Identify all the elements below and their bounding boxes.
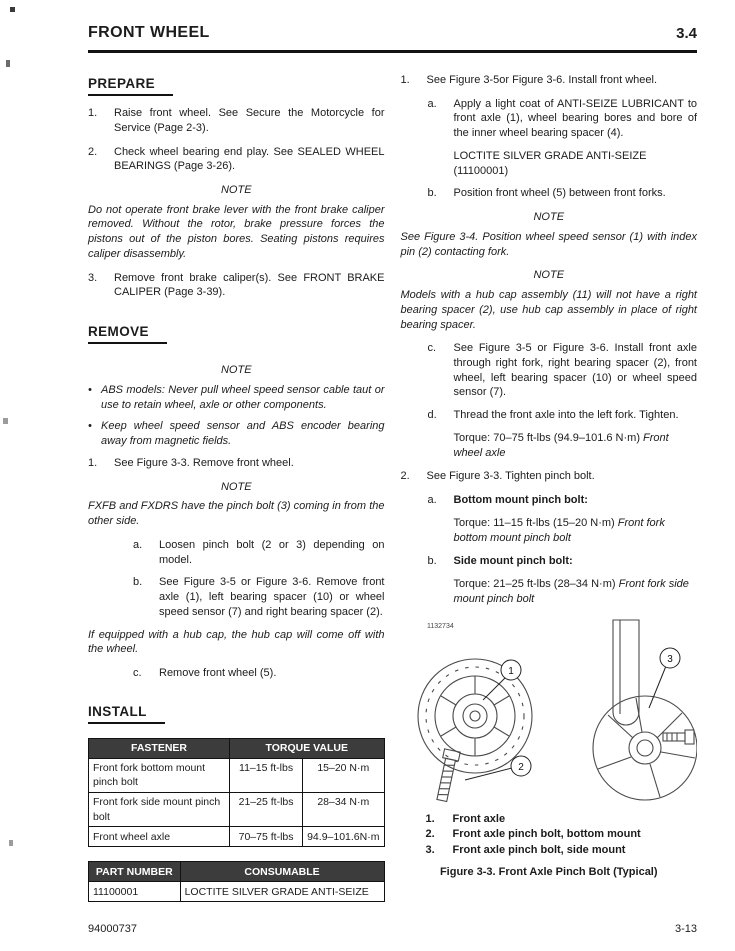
nm-cell: 15–20 N·m — [303, 758, 384, 792]
note-text: Do not operate front brake lever with the front brake caliper removed. Without the rotor, brake pressure forces the pistons out of the piston bores. Seating pistons requires caliper disassembly. — [88, 203, 385, 260]
install-substep-a — [428, 97, 698, 141]
substep-letter: c. — [427, 342, 437, 355]
loctite-reference: LOCTITE SILVER GRADE ANTI-SEIZE (11100001) — [453, 149, 647, 177]
torque-fastener-name: Front fork bottom mount pinch bolt — [453, 516, 665, 544]
torque-fastener-name: Front wheel axle — [453, 431, 669, 459]
torque-value: Torque: 21–25 ft-lbs (28–34 N·m) — [453, 578, 619, 591]
step-number: 1. — [88, 107, 98, 120]
left-column — [88, 73, 385, 916]
substep-letter: b. — [427, 187, 437, 200]
prepare-step-1 — [88, 106, 385, 135]
note-text: FXFB and FXDRS have the pinch bolt (3) coming in from the other side. — [88, 500, 385, 528]
legend-text: Front axle — [452, 812, 506, 825]
substep-label: Bottom mount pinch bolt: — [453, 494, 588, 507]
substep-text: Thread the front axle into the left fork. Tighten. — [453, 409, 679, 422]
figure-callouts — [501, 648, 680, 776]
legend-number: 2. — [425, 828, 435, 841]
legend-text: Front axle pinch bolt, side mount — [452, 844, 626, 857]
torque-value: Torque: 11–15 ft-lbs (15–20 N·m) — [453, 516, 618, 529]
page-footer — [88, 923, 697, 935]
install-substep-b — [428, 186, 698, 201]
install-step-1 — [401, 73, 698, 88]
prepare-heading: PREPARE — [88, 75, 173, 96]
ftlbs-cell: 11–15 ft-lbs — [230, 758, 303, 792]
fastener-cell: Front fork bottom mount pinch bolt — [89, 758, 230, 792]
remove-substep-a — [133, 538, 385, 567]
hubcap-note: If equipped with a hub cap, the hub cap will come off with the wheel. — [88, 628, 385, 656]
substep-letter: b. — [133, 576, 143, 589]
nm-cell: 94.9–101.6N·m — [303, 827, 384, 847]
tighten-substep-a — [428, 493, 698, 508]
install-substep-c — [428, 341, 698, 400]
step-text: Raise front wheel. See Secure the Motorcycle for Service (Page 2-3). — [114, 107, 385, 134]
step-text: See Figure 3-3. Tighten pinch bolt. — [426, 470, 595, 483]
substep-letter: a. — [427, 494, 437, 507]
substep-label: Side mount pinch bolt: — [453, 555, 573, 568]
substep-text: Loosen pinch bolt (2 or 3) depending on model. — [159, 538, 385, 566]
consumable-cell: LOCTITE SILVER GRADE ANTI-SEIZE — [180, 882, 384, 902]
step-number: 2. — [400, 470, 410, 483]
step-text: Remove front brake caliper(s). See FRONT BRAKE CALIPER (Page 3-39). — [114, 271, 385, 299]
callout-2: 2 — [517, 761, 524, 773]
table-row — [89, 792, 385, 826]
note-text: See Figure 3-4. Position wheel speed sensor (1) with index pin (2) contacting fork. — [400, 230, 697, 258]
substep-text: Remove front wheel (5). — [159, 666, 277, 679]
page-title: FRONT WHEEL — [88, 24, 210, 41]
torque-fastener-name: Front fork side mount pinch bolt — [453, 578, 689, 605]
install-substep-d — [428, 408, 698, 423]
remove-heading: REMOVE — [88, 323, 167, 344]
fastener-cell: Front wheel axle — [89, 827, 230, 847]
substep-text: See Figure 3-5 or Figure 3-6. Install front axle through right fork, right bearing spacer (2), front wheel, left bearing spacer (10) or wheel speed sensor (7). — [453, 342, 697, 399]
torque-table — [88, 738, 385, 847]
note-bullet — [88, 383, 385, 412]
legend-number: 3. — [425, 844, 435, 857]
prepare-step-2 — [88, 145, 385, 174]
section-number: 3.4 — [676, 25, 697, 42]
consumable-table-header-consumable: CONSUMABLE — [180, 862, 384, 882]
consumable-table-header-part: PART NUMBER — [89, 862, 181, 882]
note-label: NOTE — [220, 480, 252, 493]
note-text: Models with a hub cap assembly (11) will not have a right bearing spacer (2), use hub cap assembly in place of right bearing spacer. — [400, 289, 697, 331]
document-number: 94000737 — [88, 923, 137, 935]
callout-3: 3 — [666, 653, 673, 665]
consumable-table-header-row — [89, 862, 385, 882]
bullet-marker: • — [88, 420, 92, 433]
note-label: NOTE — [533, 269, 565, 282]
torque-value: Torque: 70–75 ft-lbs (94.9–101.6 N·m) — [453, 431, 644, 444]
substep-text: Position front wheel (5) between front forks. — [453, 187, 666, 200]
table-row — [89, 882, 385, 902]
step-number: 3. — [88, 271, 98, 284]
consumable-table — [88, 861, 385, 902]
remove-substep-b — [133, 575, 385, 619]
torque-table-header-row — [89, 738, 385, 758]
page-header — [88, 24, 697, 53]
substep-letter: a. — [133, 538, 143, 551]
remove-substep-c — [133, 666, 385, 681]
bullet-text: ABS models: Never pull wheel speed sensor cable taut or use to retain wheel, axle or other components. — [101, 383, 385, 411]
content-columns — [88, 73, 697, 916]
figure-part-id: 1132734 — [426, 622, 454, 630]
install-step-2 — [401, 469, 698, 484]
right-column — [401, 73, 698, 916]
legend-item — [426, 843, 698, 858]
substep-letter: d. — [427, 409, 437, 422]
bullet-marker: • — [88, 383, 92, 396]
legend-number: 1. — [425, 812, 435, 825]
substep-letter: a. — [427, 97, 437, 110]
table-row — [89, 827, 385, 847]
legend-text: Front axle pinch bolt, bottom mount — [452, 828, 641, 841]
ftlbs-cell: 21–25 ft-lbs — [230, 792, 303, 826]
note-label: NOTE — [220, 364, 252, 377]
note-bullet — [88, 419, 385, 448]
note-label: NOTE — [220, 184, 252, 197]
torque-table-header-fastener: FASTENER — [89, 738, 230, 758]
install-heading: INSTALL — [88, 703, 165, 724]
figure-legend — [426, 812, 698, 858]
front-axle-pinch-bolt-drawing — [401, 616, 697, 808]
step-text: See Figure 3-3. Remove front wheel. — [114, 456, 294, 469]
callout-1: 1 — [507, 665, 514, 677]
step-number: 2. — [88, 145, 98, 158]
step-number: 1. — [88, 456, 98, 469]
substep-letter: b. — [427, 555, 437, 568]
remove-step-1 — [88, 456, 385, 471]
torque-spec — [454, 577, 698, 606]
bullet-text: Keep wheel speed sensor and ABS encoder bearing away from magnetic fields. — [101, 420, 385, 448]
substep-text: See Figure 3-5 or Figure 3-6. Remove front axle (1), left bearing spacer (10) or wheel speed sensor (7) and right bearing spacer (2). — [159, 576, 385, 618]
nm-cell: 28–34 N·m — [303, 792, 384, 826]
step-text: See Figure 3-5or Figure 3-6. Install front wheel. — [426, 74, 658, 86]
figure-caption: Figure 3-3. Front Axle Pinch Bolt (Typical) — [439, 865, 658, 878]
torque-spec — [454, 516, 698, 545]
legend-item — [426, 827, 698, 842]
table-row — [89, 758, 385, 792]
step-number: 1. — [400, 74, 410, 86]
legend-item — [426, 812, 698, 827]
figure-3-3 — [401, 616, 698, 880]
prepare-step-3 — [88, 271, 385, 300]
part-number-cell: 11100001 — [89, 882, 181, 902]
step-text: Check wheel bearing end play. See SEALED WHEEL BEARINGS (Page 3-26). — [114, 145, 385, 173]
page-number: 3-13 — [674, 923, 697, 935]
ftlbs-cell: 70–75 ft-lbs — [230, 827, 303, 847]
torque-spec — [454, 431, 698, 460]
tighten-substep-b — [428, 554, 698, 569]
side-bolt-drawing — [663, 730, 694, 744]
substep-text: Apply a light coat of ANTI-SEIZE LUBRICANT to front axle (1), wheel bearing bores and bore of the inner wheel bearing spacer (4). — [453, 97, 697, 140]
fastener-cell: Front fork side mount pinch bolt — [89, 792, 230, 826]
torque-table-header-value: TORQUE VALUE — [230, 738, 384, 758]
note-label: NOTE — [533, 211, 565, 224]
substep-letter: c. — [133, 666, 142, 679]
